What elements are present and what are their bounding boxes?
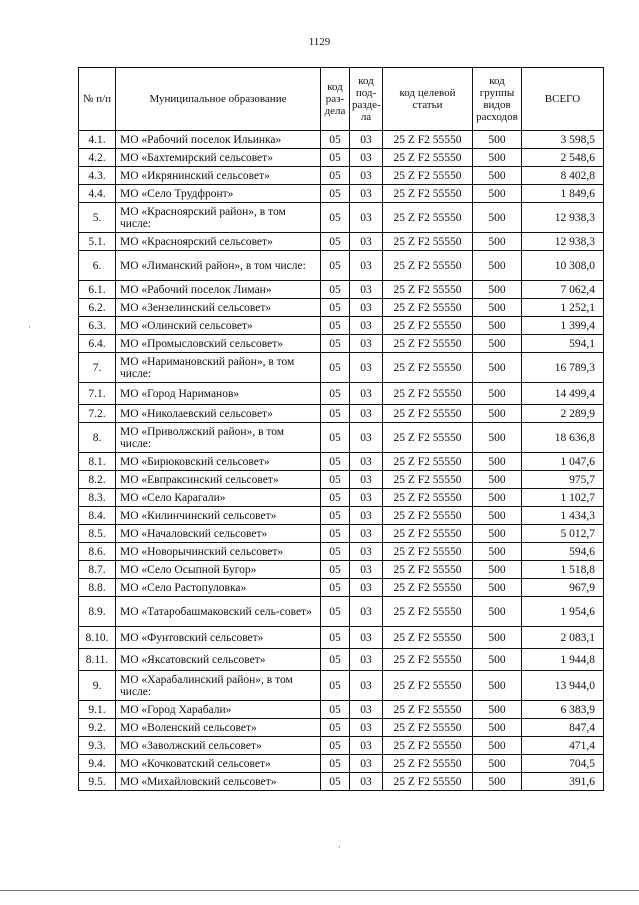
cell-razdel: 05 [321,471,350,489]
table-row [79,149,604,167]
cell-mo: МО «Лиманский район», в том числе: [116,251,321,281]
table-row [79,543,604,561]
table-row [79,317,604,335]
cell-mo: МО «Рабочий поселок Лиман» [116,281,321,299]
cell-num: 9.2. [79,719,116,737]
table-row [79,471,604,489]
cell-mo: МО «Город Харабали» [116,701,321,719]
cell-total: 847,4 [522,719,604,737]
cell-cs: 25 Z F2 55550 [383,167,473,185]
cell-vr: 500 [473,701,522,719]
cell-vr: 500 [473,423,522,453]
page-number: 1129 [308,36,331,48]
cell-cs: 25 Z F2 55550 [383,281,473,299]
cell-total: 1 399,4 [522,317,604,335]
cell-cs: 25 Z F2 55550 [383,335,473,353]
cell-mo: МО «Николаевский сельсовет» [116,405,321,423]
cell-total: 18 636,8 [522,423,604,453]
cell-vr: 500 [473,579,522,597]
cell-total: 12 938,3 [522,203,604,233]
scan-artifact-left: · [28,322,31,332]
cell-podrazdel: 03 [350,251,383,281]
cell-num: 7.2. [79,405,116,423]
cell-total: 8 402,8 [522,167,604,185]
cell-podrazdel: 03 [350,701,383,719]
cell-total: 5 012,7 [522,525,604,543]
cell-total: 594,6 [522,543,604,561]
cell-mo: МО «Татаробашмаковский сель-совет» [116,597,321,627]
cell-podrazdel: 03 [350,561,383,579]
cell-cs: 25 Z F2 55550 [383,131,473,149]
cell-vr: 500 [473,627,522,649]
cell-cs: 25 Z F2 55550 [383,489,473,507]
table-row [79,773,604,791]
cell-mo: МО «Кочковатский сельсовет» [116,755,321,773]
cell-total: 1 047,6 [522,453,604,471]
table-row [79,203,604,233]
cell-cs: 25 Z F2 55550 [383,773,473,791]
table-row [79,701,604,719]
cell-num: 8.11. [79,649,116,671]
cell-num: 6. [79,251,116,281]
cell-cs: 25 Z F2 55550 [383,719,473,737]
cell-cs: 25 Z F2 55550 [383,579,473,597]
cell-vr: 500 [473,281,522,299]
cell-razdel: 05 [321,203,350,233]
cell-podrazdel: 03 [350,471,383,489]
cell-num: 7. [79,353,116,383]
cell-razdel: 05 [321,167,350,185]
cell-cs: 25 Z F2 55550 [383,525,473,543]
cell-mo: МО «Село Карагали» [116,489,321,507]
table-row [79,597,604,627]
cell-razdel: 05 [321,233,350,251]
cell-cs: 25 Z F2 55550 [383,597,473,627]
cell-num: 9.4. [79,755,116,773]
cell-razdel: 05 [321,671,350,701]
cell-mo: МО «Михайловский сельсовет» [116,773,321,791]
cell-razdel: 05 [321,299,350,317]
cell-razdel: 05 [321,627,350,649]
cell-podrazdel: 03 [350,507,383,525]
header-razdel: код раз-дела [321,68,350,131]
cell-vr: 500 [473,453,522,471]
cell-razdel: 05 [321,251,350,281]
cell-mo: МО «Евпраксинский сельсовет» [116,471,321,489]
cell-podrazdel: 03 [350,627,383,649]
cell-num: 9. [79,671,116,701]
table-row [79,489,604,507]
cell-vr: 500 [473,525,522,543]
cell-podrazdel: 03 [350,185,383,203]
cell-num: 6.2. [79,299,116,317]
cell-num: 8.9. [79,597,116,627]
cell-total: 2 548,6 [522,149,604,167]
cell-total: 6 383,9 [522,701,604,719]
cell-vr: 500 [473,203,522,233]
cell-mo: МО «Село Осыпной Бугор» [116,561,321,579]
cell-mo: МО «Бахтемирский сельсовет» [116,149,321,167]
cell-vr: 500 [473,671,522,701]
cell-razdel: 05 [321,649,350,671]
cell-cs: 25 Z F2 55550 [383,149,473,167]
cell-cs: 25 Z F2 55550 [383,423,473,453]
cell-num: 8. [79,423,116,453]
cell-razdel: 05 [321,561,350,579]
table-row [79,507,604,525]
cell-num: 5.1. [79,233,116,251]
cell-podrazdel: 03 [350,453,383,471]
table-row [79,561,604,579]
cell-mo: МО «Промысловский сельсовет» [116,335,321,353]
cell-num: 4.2. [79,149,116,167]
cell-mo: МО «Новорычинский сельсовет» [116,543,321,561]
cell-total: 2 289,9 [522,405,604,423]
cell-total: 594,1 [522,335,604,353]
cell-num: 8.8. [79,579,116,597]
cell-cs: 25 Z F2 55550 [383,299,473,317]
cell-podrazdel: 03 [350,597,383,627]
table-row [79,281,604,299]
cell-razdel: 05 [321,719,350,737]
table-row [79,525,604,543]
cell-cs: 25 Z F2 55550 [383,353,473,383]
cell-num: 9.1. [79,701,116,719]
cell-mo: МО «Приволжский район», в том числе: [116,423,321,453]
cell-podrazdel: 03 [350,755,383,773]
cell-podrazdel: 03 [350,149,383,167]
cell-vr: 500 [473,383,522,405]
cell-razdel: 05 [321,353,350,383]
cell-num: 8.4. [79,507,116,525]
cell-razdel: 05 [321,405,350,423]
cell-cs: 25 Z F2 55550 [383,185,473,203]
header-mo: Муниципальное образование [116,68,321,131]
cell-mo: МО «Воленский сельсовет» [116,719,321,737]
cell-total: 391,6 [522,773,604,791]
cell-total: 7 062,4 [522,281,604,299]
table-body [79,131,604,791]
table-row [79,579,604,597]
cell-razdel: 05 [321,383,350,405]
cell-razdel: 05 [321,597,350,627]
cell-razdel: 05 [321,773,350,791]
cell-vr: 500 [473,719,522,737]
cell-razdel: 05 [321,423,350,453]
cell-vr: 500 [473,649,522,671]
table-row [79,251,604,281]
cell-cs: 25 Z F2 55550 [383,627,473,649]
cell-cs: 25 Z F2 55550 [383,471,473,489]
cell-podrazdel: 03 [350,131,383,149]
cell-razdel: 05 [321,453,350,471]
cell-num: 9.3. [79,737,116,755]
cell-podrazdel: 03 [350,281,383,299]
cell-vr: 500 [473,737,522,755]
cell-total: 967,9 [522,579,604,597]
cell-mo: МО «Икрянинский сельсовет» [116,167,321,185]
table-row [79,453,604,471]
cell-num: 4.3. [79,167,116,185]
table-row [79,405,604,423]
cell-razdel: 05 [321,281,350,299]
cell-total: 1 944,8 [522,649,604,671]
cell-podrazdel: 03 [350,203,383,233]
cell-podrazdel: 03 [350,383,383,405]
cell-total: 704,5 [522,755,604,773]
cell-cs: 25 Z F2 55550 [383,561,473,579]
cell-vr: 500 [473,507,522,525]
header-podrazdel: код под-разде-ла [350,68,383,131]
cell-total: 2 083,1 [522,627,604,649]
cell-total: 3 598,5 [522,131,604,149]
cell-vr: 500 [473,561,522,579]
cell-cs: 25 Z F2 55550 [383,755,473,773]
cell-podrazdel: 03 [350,405,383,423]
table-row [79,627,604,649]
table-row [79,423,604,453]
table-row [79,299,604,317]
cell-num: 6.1. [79,281,116,299]
cell-total: 14 499,4 [522,383,604,405]
cell-mo: МО «Началовский сельсовет» [116,525,321,543]
cell-vr: 500 [473,543,522,561]
cell-razdel: 05 [321,737,350,755]
cell-cs: 25 Z F2 55550 [383,317,473,335]
cell-total: 10 308,0 [522,251,604,281]
header-cs: код целевой статьи [383,68,473,131]
cell-num: 7.1. [79,383,116,405]
cell-podrazdel: 03 [350,773,383,791]
cell-cs: 25 Z F2 55550 [383,405,473,423]
cell-num: 8.7. [79,561,116,579]
cell-podrazdel: 03 [350,649,383,671]
cell-razdel: 05 [321,185,350,203]
cell-total: 975,7 [522,471,604,489]
cell-total: 13 944,0 [522,671,604,701]
table-row [79,353,604,383]
cell-cs: 25 Z F2 55550 [383,701,473,719]
cell-mo: МО «Город Нариманов» [116,383,321,405]
cell-num: 9.5. [79,773,116,791]
cell-razdel: 05 [321,525,350,543]
table-row [79,233,604,251]
cell-num: 5. [79,203,116,233]
table-row [79,131,604,149]
cell-vr: 500 [473,131,522,149]
cell-mo: МО «Фунтовский сельсовет» [116,627,321,649]
cell-razdel: 05 [321,335,350,353]
cell-cs: 25 Z F2 55550 [383,251,473,281]
cell-podrazdel: 03 [350,317,383,335]
cell-num: 6.3. [79,317,116,335]
cell-mo: МО «Красноярский район», в том числе: [116,203,321,233]
cell-razdel: 05 [321,131,350,149]
table-row [79,167,604,185]
cell-razdel: 05 [321,317,350,335]
cell-razdel: 05 [321,507,350,525]
cell-cs: 25 Z F2 55550 [383,383,473,405]
table-row [79,755,604,773]
cell-mo: МО «Яксатовский сельсовет» [116,649,321,671]
table-row [79,185,604,203]
cell-vr: 500 [473,317,522,335]
cell-vr: 500 [473,405,522,423]
cell-num: 6.4. [79,335,116,353]
cell-razdel: 05 [321,755,350,773]
cell-total: 12 938,3 [522,233,604,251]
cell-cs: 25 Z F2 55550 [383,507,473,525]
cell-cs: 25 Z F2 55550 [383,737,473,755]
table-row [79,737,604,755]
cell-mo: МО «Наримановский район», в том числе: [116,353,321,383]
cell-mo: МО «Рабочий поселок Ильинка» [116,131,321,149]
cell-razdel: 05 [321,149,350,167]
cell-total: 1 102,7 [522,489,604,507]
cell-podrazdel: 03 [350,719,383,737]
cell-vr: 500 [473,167,522,185]
cell-vr: 500 [473,471,522,489]
cell-podrazdel: 03 [350,579,383,597]
cell-podrazdel: 03 [350,335,383,353]
cell-total: 1 954,6 [522,597,604,627]
cell-podrazdel: 03 [350,423,383,453]
budget-table [78,67,604,791]
cell-mo: МО «Село Трудфронт» [116,185,321,203]
cell-podrazdel: 03 [350,543,383,561]
cell-podrazdel: 03 [350,299,383,317]
cell-cs: 25 Z F2 55550 [383,203,473,233]
cell-vr: 500 [473,251,522,281]
header-total: ВСЕГО [522,68,604,131]
scan-artifact-bottom: · [338,842,341,852]
cell-mo: МО «Зензелинский сельсовет» [116,299,321,317]
cell-vr: 500 [473,353,522,383]
cell-vr: 500 [473,233,522,251]
cell-total: 16 789,3 [522,353,604,383]
cell-num: 8.2. [79,471,116,489]
table-row [79,383,604,405]
table-row [79,649,604,671]
cell-vr: 500 [473,185,522,203]
cell-podrazdel: 03 [350,671,383,701]
cell-vr: 500 [473,597,522,627]
table-row [79,335,604,353]
cell-vr: 500 [473,755,522,773]
cell-vr: 500 [473,489,522,507]
cell-podrazdel: 03 [350,167,383,185]
cell-total: 1 849,6 [522,185,604,203]
cell-mo: МО «Килинчинский сельсовет» [116,507,321,525]
cell-cs: 25 Z F2 55550 [383,649,473,671]
table-header [79,68,604,131]
cell-total: 1 252,1 [522,299,604,317]
cell-vr: 500 [473,299,522,317]
cell-razdel: 05 [321,489,350,507]
cell-mo: МО «Красноярский сельсовет» [116,233,321,251]
cell-razdel: 05 [321,579,350,597]
cell-podrazdel: 03 [350,525,383,543]
cell-podrazdel: 03 [350,489,383,507]
cell-mo: МО «Бирюковский сельсовет» [116,453,321,471]
cell-vr: 500 [473,149,522,167]
cell-mo: МО «Харабалинский район», в том числе: [116,671,321,701]
cell-cs: 25 Z F2 55550 [383,671,473,701]
cell-mo: МО «Заволжский сельсовет» [116,737,321,755]
cell-podrazdel: 03 [350,233,383,251]
scan-edge-line [0,890,639,891]
cell-razdel: 05 [321,701,350,719]
cell-num: 8.6. [79,543,116,561]
cell-razdel: 05 [321,543,350,561]
cell-num: 4.1. [79,131,116,149]
cell-num: 8.10. [79,627,116,649]
header-num: № п/п [79,68,116,131]
cell-cs: 25 Z F2 55550 [383,543,473,561]
cell-cs: 25 Z F2 55550 [383,233,473,251]
cell-cs: 25 Z F2 55550 [383,453,473,471]
header-vr: код группы видов расходов [473,68,522,131]
cell-total: 1 518,8 [522,561,604,579]
cell-mo: МО «Село Растопуловка» [116,579,321,597]
cell-vr: 500 [473,335,522,353]
cell-podrazdel: 03 [350,353,383,383]
cell-total: 1 434,3 [522,507,604,525]
table-row [79,719,604,737]
cell-mo: МО «Олинский сельсовет» [116,317,321,335]
table-row [79,671,604,701]
cell-num: 8.1. [79,453,116,471]
cell-num: 8.3. [79,489,116,507]
cell-vr: 500 [473,773,522,791]
cell-podrazdel: 03 [350,737,383,755]
cell-num: 4.4. [79,185,116,203]
cell-total: 471,4 [522,737,604,755]
cell-num: 8.5. [79,525,116,543]
